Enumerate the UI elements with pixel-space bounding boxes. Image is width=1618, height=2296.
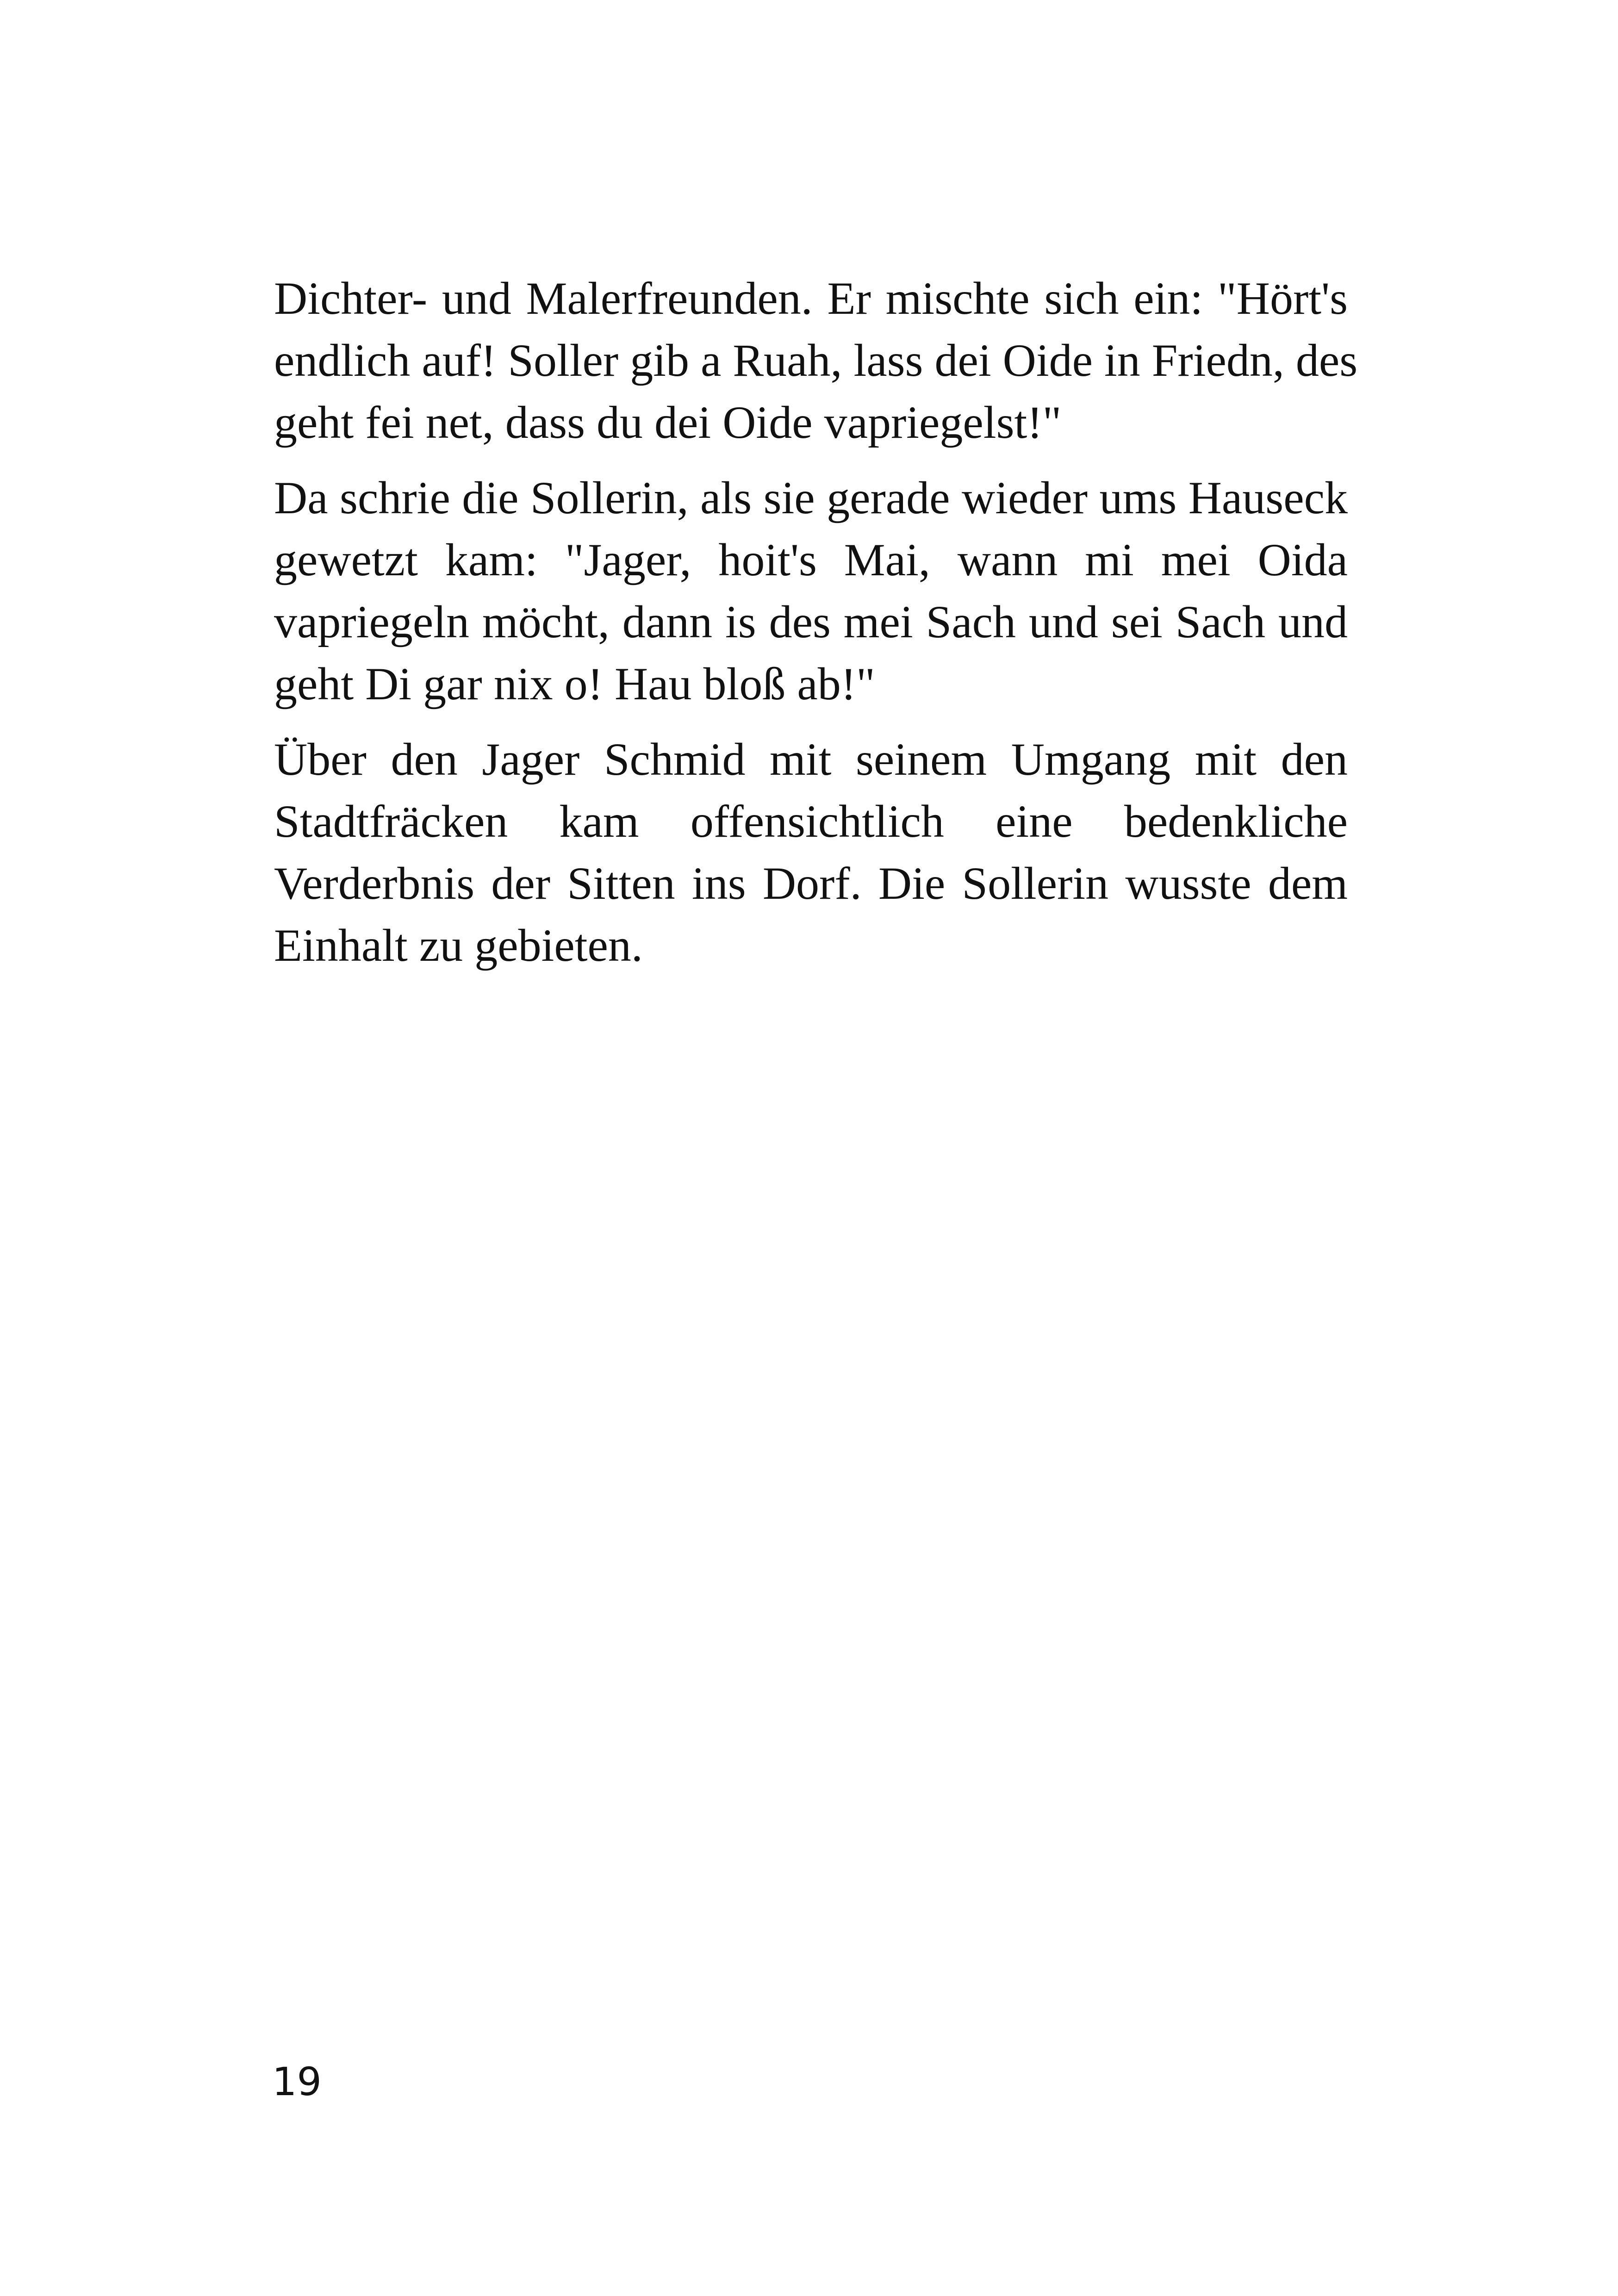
text-line: Dichter- und Malerfreunden. Er mischte sich ein: "Hört's [274, 273, 1348, 324]
text-line: Verderbnis der Sitten ins Dorf. Die Sollerin wusste dem [274, 858, 1348, 909]
text-line: vapriegeln möcht, dann is des mei Sach und sei Sach und [274, 596, 1348, 647]
text-line: Stadtfräcken kam offensichtlich eine bedenkliche [274, 796, 1348, 847]
text-line: geht Di gar nix o! Hau bloß ab!" [274, 658, 875, 709]
text-line: Da schrie die Sollerin, als sie gerade wieder ums Hauseck [274, 472, 1348, 523]
body-text [274, 268, 1358, 990]
text-line: Über den Jager Schmid mit seinem Umgang mit den [274, 734, 1348, 785]
paragraph-1 [274, 268, 1358, 454]
paragraph-3 [274, 728, 1348, 977]
text-line: geht fei net, dass du dei Oide vapriegelst!" [274, 397, 1062, 448]
text-line: Einhalt zu gebieten. [274, 920, 643, 971]
page-number: 19 [272, 2059, 322, 2104]
text-line: gewetzt kam: "Jager, hoit's Mai, wann mi mei Oida [274, 534, 1348, 585]
text-line: endlich auf! Soller gib a Ruah, lass dei Oide in Friedn, des [274, 335, 1358, 386]
paragraph-2 [274, 467, 1348, 715]
